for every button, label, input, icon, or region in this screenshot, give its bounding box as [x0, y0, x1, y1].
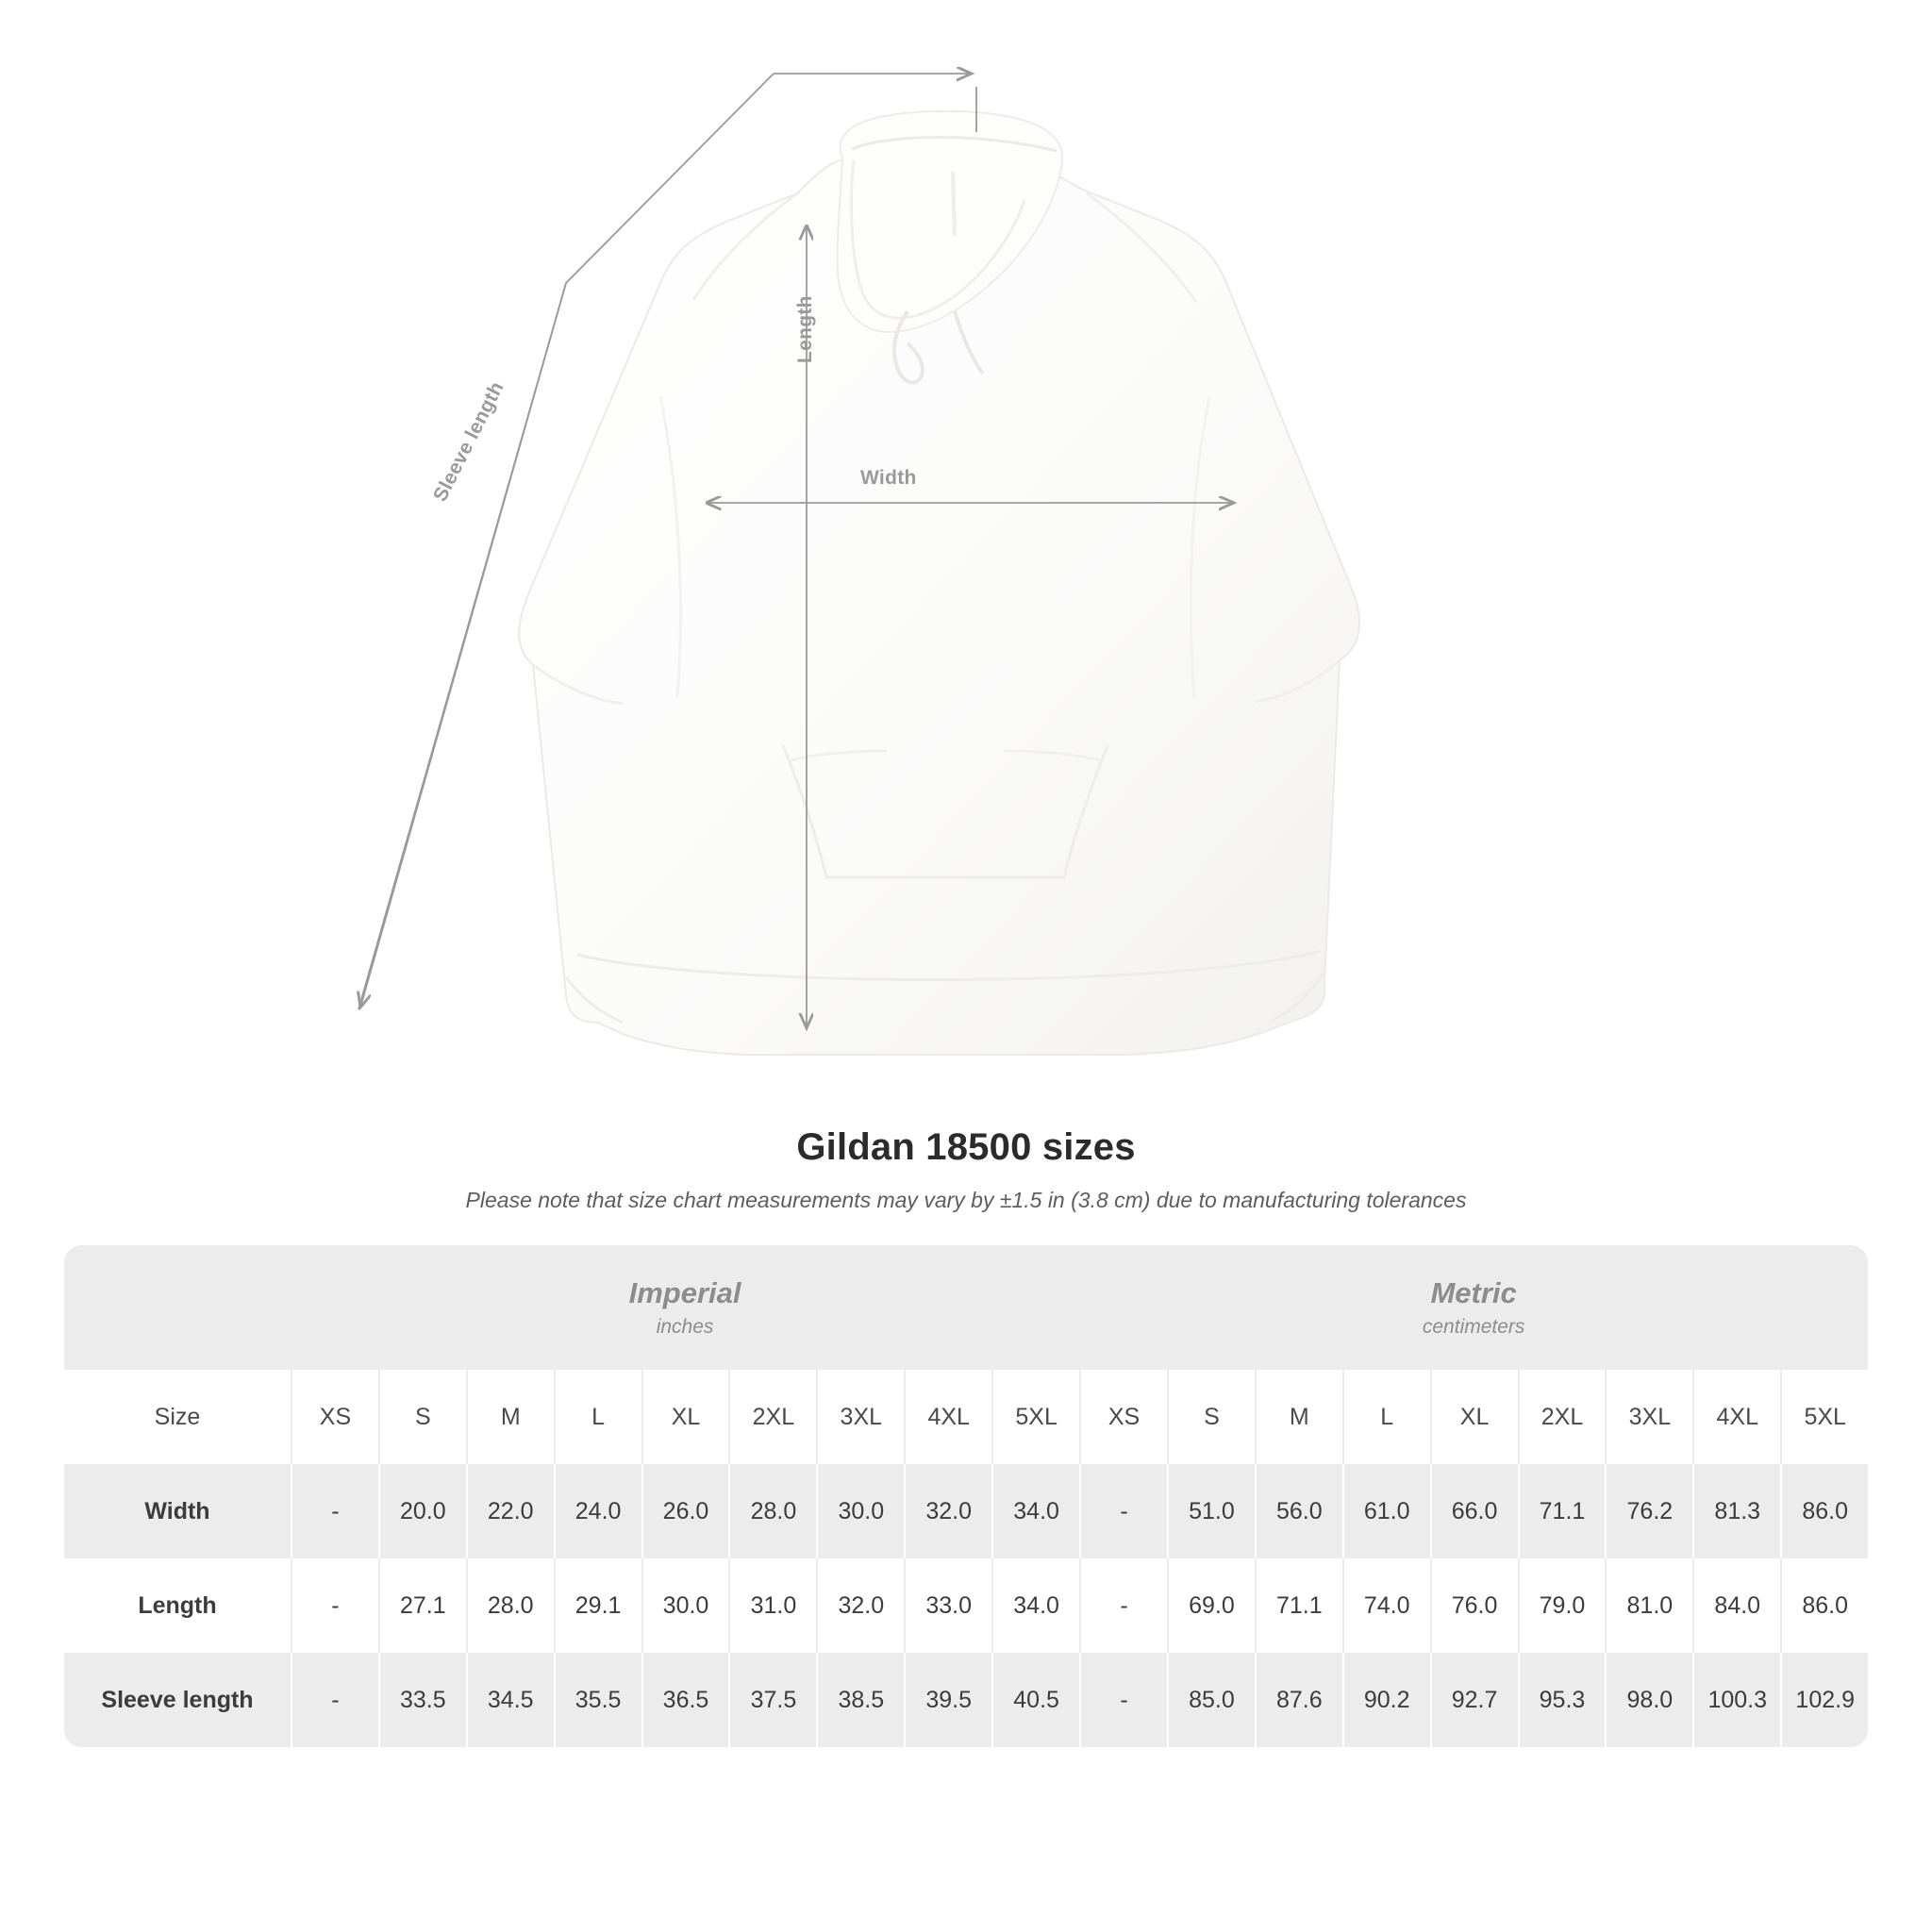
size-header-cell: 5XL	[991, 1370, 1079, 1464]
unit-group-metric	[1079, 1245, 1868, 1370]
unit-group-metric-sub: centimeters	[1422, 1315, 1525, 1338]
size-header-cell: S	[1167, 1370, 1255, 1464]
cell-sleeve-m-cm: 87.6	[1255, 1653, 1342, 1747]
cell-length-xs-cm: -	[1079, 1558, 1167, 1653]
cell-width-4xl-cm: 81.3	[1692, 1464, 1780, 1558]
cell-sleeve-5xl-cm: 102.9	[1780, 1653, 1868, 1747]
cell-width-4xl-in: 32.0	[904, 1464, 991, 1558]
size-header-cell: XS	[1079, 1370, 1167, 1464]
cell-width-xs-cm: -	[1079, 1464, 1167, 1558]
tolerance-note: Please note that size chart measurements may vary by ±1.5 in (3.8 cm) due to manufacturing tolerances	[465, 1188, 1467, 1212]
cell-sleeve-2xl-in: 37.5	[728, 1653, 816, 1747]
width-dimension-label: Width	[860, 467, 917, 489]
cell-length-4xl-cm: 84.0	[1692, 1558, 1780, 1653]
table-row	[64, 1464, 1868, 1558]
size-header-label: Size	[64, 1370, 291, 1464]
cell-sleeve-3xl-in: 38.5	[816, 1653, 904, 1747]
size-header-cell: 2XL	[728, 1370, 816, 1464]
cell-length-2xl-cm: 79.0	[1518, 1558, 1606, 1653]
cell-sleeve-3xl-cm: 98.0	[1605, 1653, 1692, 1747]
cell-width-5xl-in: 34.0	[991, 1464, 1079, 1558]
cell-sleeve-m-in: 34.5	[466, 1653, 554, 1747]
cell-sleeve-5xl-in: 40.5	[991, 1653, 1079, 1747]
unit-header-row	[64, 1245, 1868, 1370]
size-header-cell: 3XL	[816, 1370, 904, 1464]
table-row	[64, 1558, 1868, 1653]
cell-width-5xl-cm: 86.0	[1780, 1464, 1868, 1558]
size-table-wrapper	[64, 1245, 1868, 1747]
size-header-cell: M	[1255, 1370, 1342, 1464]
hoodie-shape	[519, 111, 1359, 1055]
size-header-cell: 5XL	[1780, 1370, 1868, 1464]
unit-group-imperial-name: Imperial	[628, 1276, 741, 1310]
cell-sleeve-l-in: 35.5	[554, 1653, 641, 1747]
cell-width-m-cm: 56.0	[1255, 1464, 1342, 1558]
cell-length-xl-in: 30.0	[641, 1558, 729, 1653]
cell-width-s-in: 20.0	[378, 1464, 466, 1558]
sleeve-length-dimension-label: Sleeve length	[429, 377, 508, 506]
size-header-cell: L	[554, 1370, 641, 1464]
unit-group-imperial	[291, 1245, 1079, 1370]
row-label-length: Length	[64, 1558, 291, 1653]
cell-sleeve-s-in: 33.5	[378, 1653, 466, 1747]
title-block	[0, 1126, 1932, 1213]
table-row	[64, 1653, 1868, 1747]
cell-sleeve-4xl-in: 39.5	[904, 1653, 991, 1747]
size-header-cell: XL	[641, 1370, 729, 1464]
cell-length-5xl-cm: 86.0	[1780, 1558, 1868, 1653]
size-header-row	[64, 1370, 1868, 1464]
cell-length-4xl-in: 33.0	[904, 1558, 991, 1653]
cell-sleeve-s-cm: 85.0	[1167, 1653, 1255, 1747]
size-header-cell: 4XL	[904, 1370, 991, 1464]
cell-width-m-in: 22.0	[466, 1464, 554, 1558]
cell-width-xl-cm: 66.0	[1430, 1464, 1518, 1558]
cell-length-xs-in: -	[291, 1558, 378, 1653]
cell-width-xs-in: -	[291, 1464, 378, 1558]
cell-width-xl-in: 26.0	[641, 1464, 729, 1558]
size-header-cell: XL	[1430, 1370, 1518, 1464]
cell-width-s-cm: 51.0	[1167, 1464, 1255, 1558]
cell-sleeve-xs-cm: -	[1079, 1653, 1167, 1747]
cell-length-m-cm: 71.1	[1255, 1558, 1342, 1653]
cell-sleeve-xs-in: -	[291, 1653, 378, 1747]
length-dimension-label: Length	[794, 295, 816, 363]
cell-length-s-cm: 69.0	[1167, 1558, 1255, 1653]
cell-length-l-in: 29.1	[554, 1558, 641, 1653]
cell-width-3xl-cm: 76.2	[1605, 1464, 1692, 1558]
cell-length-s-in: 27.1	[378, 1558, 466, 1653]
cell-width-2xl-in: 28.0	[728, 1464, 816, 1558]
cell-length-m-in: 28.0	[466, 1558, 554, 1653]
cell-sleeve-4xl-cm: 100.3	[1692, 1653, 1780, 1747]
cell-sleeve-xl-in: 36.5	[641, 1653, 729, 1747]
cell-length-xl-cm: 76.0	[1430, 1558, 1518, 1653]
size-table	[64, 1245, 1868, 1747]
cell-width-l-cm: 61.0	[1342, 1464, 1430, 1558]
size-header-cell: L	[1342, 1370, 1430, 1464]
cell-length-l-cm: 74.0	[1342, 1558, 1430, 1653]
cell-length-2xl-in: 31.0	[728, 1558, 816, 1653]
cell-length-5xl-in: 34.0	[991, 1558, 1079, 1653]
size-header-cell: 4XL	[1692, 1370, 1780, 1464]
unit-group-metric-name: Metric	[1430, 1276, 1517, 1310]
unit-group-imperial-sub: inches	[656, 1315, 714, 1338]
cell-sleeve-2xl-cm: 95.3	[1518, 1653, 1606, 1747]
size-header-cell: M	[466, 1370, 554, 1464]
cell-length-3xl-cm: 81.0	[1605, 1558, 1692, 1653]
cell-width-2xl-cm: 71.1	[1518, 1464, 1606, 1558]
size-header-cell: 3XL	[1605, 1370, 1692, 1464]
unit-row-spacer	[64, 1245, 291, 1370]
size-header-cell: S	[378, 1370, 466, 1464]
size-header-cell: 2XL	[1518, 1370, 1606, 1464]
cell-length-3xl-in: 32.0	[816, 1558, 904, 1653]
cell-sleeve-l-cm: 90.2	[1342, 1653, 1430, 1747]
cell-width-l-in: 24.0	[554, 1464, 641, 1558]
cell-width-3xl-in: 30.0	[816, 1464, 904, 1558]
page-title: Gildan 18500 sizes	[796, 1126, 1136, 1168]
size-header-cell: XS	[291, 1370, 378, 1464]
cell-sleeve-xl-cm: 92.7	[1430, 1653, 1518, 1747]
row-label-sleeve-length: Sleeve length	[64, 1653, 291, 1747]
row-label-width: Width	[64, 1464, 291, 1558]
